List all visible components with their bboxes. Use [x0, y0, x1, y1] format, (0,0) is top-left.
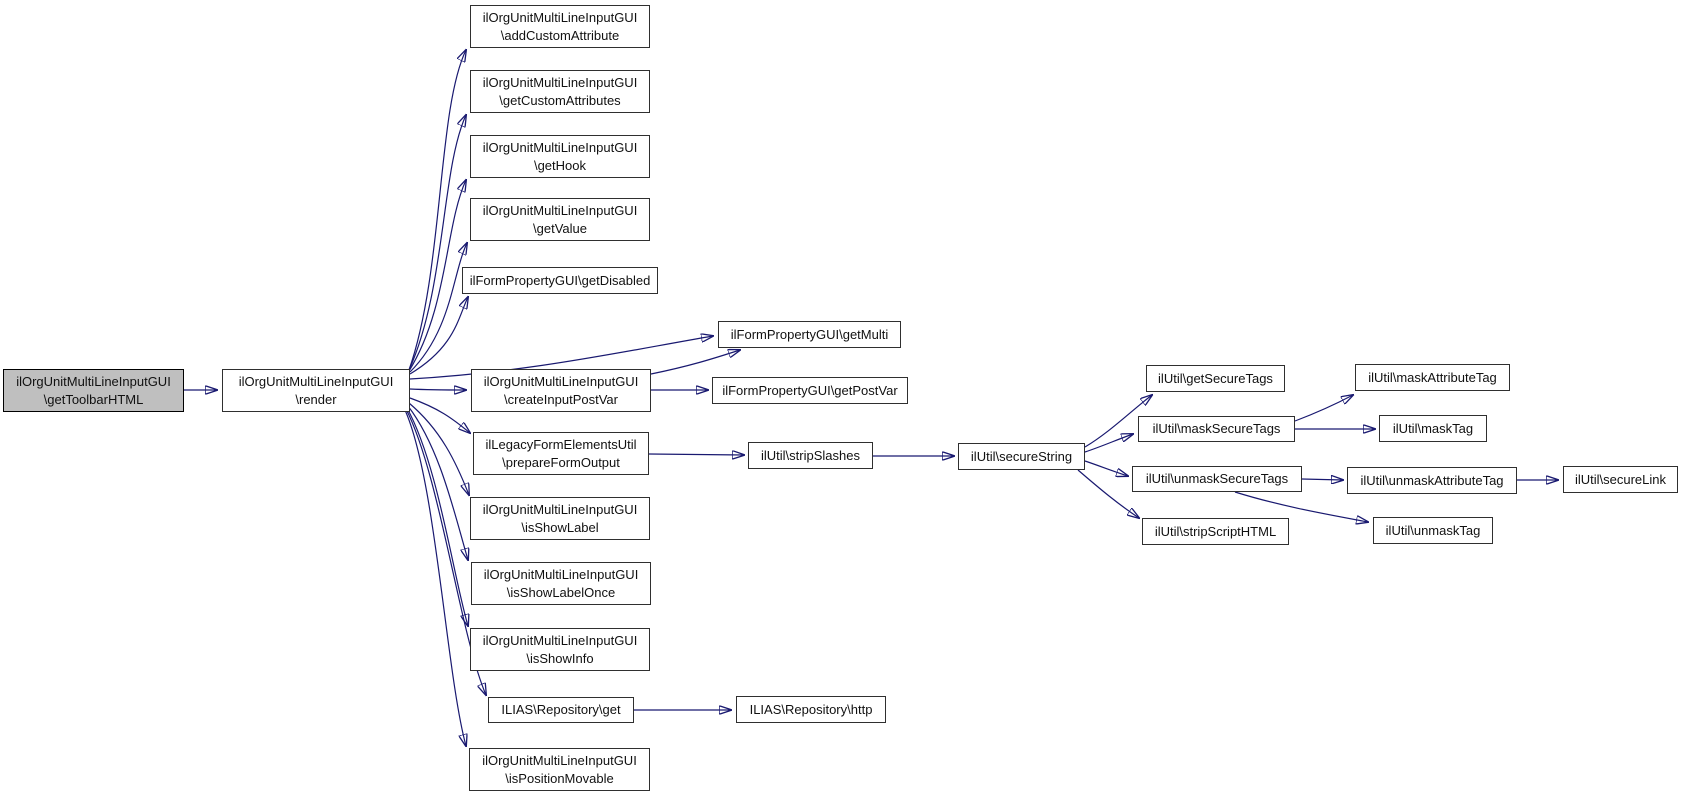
edge-render-prepareFormOutput — [410, 398, 470, 433]
node-unmaskSecureTags[interactable] — [1132, 466, 1302, 492]
node-label-line1: ilFormPropertyGUI\getMulti — [730, 326, 889, 342]
node-stripScriptHTML[interactable] — [1142, 518, 1289, 545]
node-label-line1: ilOrgUnitMultiLineInputGUI — [16, 373, 171, 389]
node-label-line1: ilUtil\stripScriptHTML — [1154, 523, 1277, 539]
edge-render-isShowInfo — [407, 408, 468, 626]
node-maskAttributeTag[interactable] — [1355, 364, 1510, 391]
node-label-line2: \addCustomAttribute — [500, 27, 620, 43]
node-label-line1: ilUtil\maskAttributeTag — [1368, 369, 1497, 385]
node-secureLink[interactable] — [1563, 466, 1678, 493]
node-label-line1: ilOrgUnitMultiLineInputGUI — [482, 752, 637, 768]
node-label-line1: ilOrgUnitMultiLineInputGUI — [482, 501, 638, 517]
node-render[interactable] — [222, 369, 410, 412]
edge-maskSecureTags-maskAttributeTag — [1295, 395, 1353, 421]
node-label-line1: ilUtil\stripSlashes — [761, 447, 860, 463]
node-isShowInfo[interactable] — [470, 628, 650, 671]
node-label-line1: ilUtil\unmaskTag — [1385, 522, 1481, 538]
node-label-line1: ilOrgUnitMultiLineInputGUI — [482, 202, 638, 218]
node-label-line1: ilFormPropertyGUI\getPostVar — [722, 382, 898, 398]
node-label-line2: \isShowLabel — [521, 519, 599, 535]
node-label-line2: \isShowInfo — [526, 650, 594, 666]
node-getDisabled[interactable] — [462, 267, 658, 294]
node-label-line1: ilUtil\secureLink — [1574, 471, 1667, 487]
node-getSecureTags[interactable] — [1146, 365, 1285, 392]
node-label-line1: ilUtil\unmaskSecureTags — [1145, 471, 1289, 486]
node-label-line2: \render — [295, 391, 337, 407]
node-stripSlashes[interactable] — [748, 442, 873, 469]
node-label-line1: ilOrgUnitMultiLineInputGUI — [238, 373, 394, 389]
node-getHook[interactable] — [470, 135, 650, 178]
node-repository-get[interactable] — [488, 697, 634, 723]
node-getValue[interactable] — [470, 198, 650, 241]
edge-unmaskSecureTags-unmaskAttributeTag — [1302, 479, 1343, 480]
node-label-line2: \getHook — [533, 157, 587, 173]
node-label-line2: \createInputPostVar — [504, 391, 618, 407]
node-unmaskAttributeTag[interactable] — [1347, 467, 1517, 494]
node-label-line1: ilFormPropertyGUI\getDisabled — [469, 272, 651, 288]
node-label-line2: \isPositionMovable — [505, 770, 614, 786]
node-getMulti[interactable] — [718, 321, 901, 348]
node-isShowLabelOnce[interactable] — [471, 562, 651, 605]
node-label-line1: ilOrgUnitMultiLineInputGUI — [482, 139, 638, 155]
node-secureString[interactable] — [958, 443, 1085, 470]
node-isShowLabel[interactable] — [470, 497, 650, 540]
edge-createInputPostVar-getMulti — [651, 350, 740, 374]
node-label-line1: ilOrgUnitMultiLineInputGUI — [482, 9, 638, 25]
node-label-line2: \getValue — [533, 220, 587, 236]
node-label-line2: \getToolbarHTML — [43, 391, 144, 407]
node-label-line2: \isShowLabelOnce — [506, 584, 616, 600]
node-label-line1: ILIAS\Repository\get — [501, 702, 621, 717]
node-label-line1: ilUtil\maskSecureTags — [1152, 421, 1281, 436]
node-repository-http[interactable] — [736, 696, 886, 723]
node-label-line1: ilUtil\getSecureTags — [1158, 370, 1273, 386]
node-isPositionMovable[interactable] — [469, 748, 650, 791]
node-addCustomAttribute[interactable] — [470, 5, 650, 48]
node-label-line1: ilLegacyFormElementsUtil — [485, 436, 637, 452]
node-maskSecureTags[interactable] — [1138, 416, 1295, 442]
node-label-line2: \prepareFormOutput — [502, 454, 620, 470]
node-label-line1: ilOrgUnitMultiLineInputGUI — [483, 373, 639, 389]
node-label-line1: ilUtil\maskTag — [1392, 420, 1474, 436]
node-label-line1: ilOrgUnitMultiLineInputGUI — [482, 632, 638, 648]
node-createInputPostVar[interactable] — [471, 369, 651, 412]
edge-secureString-unmaskSecureTags — [1085, 461, 1128, 476]
node-getCustomAttributes[interactable] — [470, 70, 650, 113]
node-getPostVar[interactable] — [712, 377, 908, 404]
node-unmaskTag[interactable] — [1373, 517, 1493, 544]
node-getToolbarHTML[interactable] — [3, 369, 184, 412]
edge-render-createInputPostVar — [410, 389, 466, 390]
node-maskTag[interactable] — [1379, 415, 1487, 442]
node-label-line1: ilUtil\unmaskAttributeTag — [1360, 472, 1504, 488]
node-label-line2: \getCustomAttributes — [499, 92, 621, 108]
node-label-line1: ilOrgUnitMultiLineInputGUI — [483, 566, 639, 582]
edge-secureString-stripScriptHTML — [1078, 470, 1139, 518]
edge-prepareFormOutput-stripSlashes — [649, 454, 744, 455]
node-label-line1: ilUtil\secureString — [970, 448, 1073, 464]
node-prepareFormOutput[interactable] — [473, 432, 649, 475]
node-label-line1: ilOrgUnitMultiLineInputGUI — [482, 74, 638, 90]
node-label-line1: ILIAS\Repository\http — [749, 701, 873, 717]
